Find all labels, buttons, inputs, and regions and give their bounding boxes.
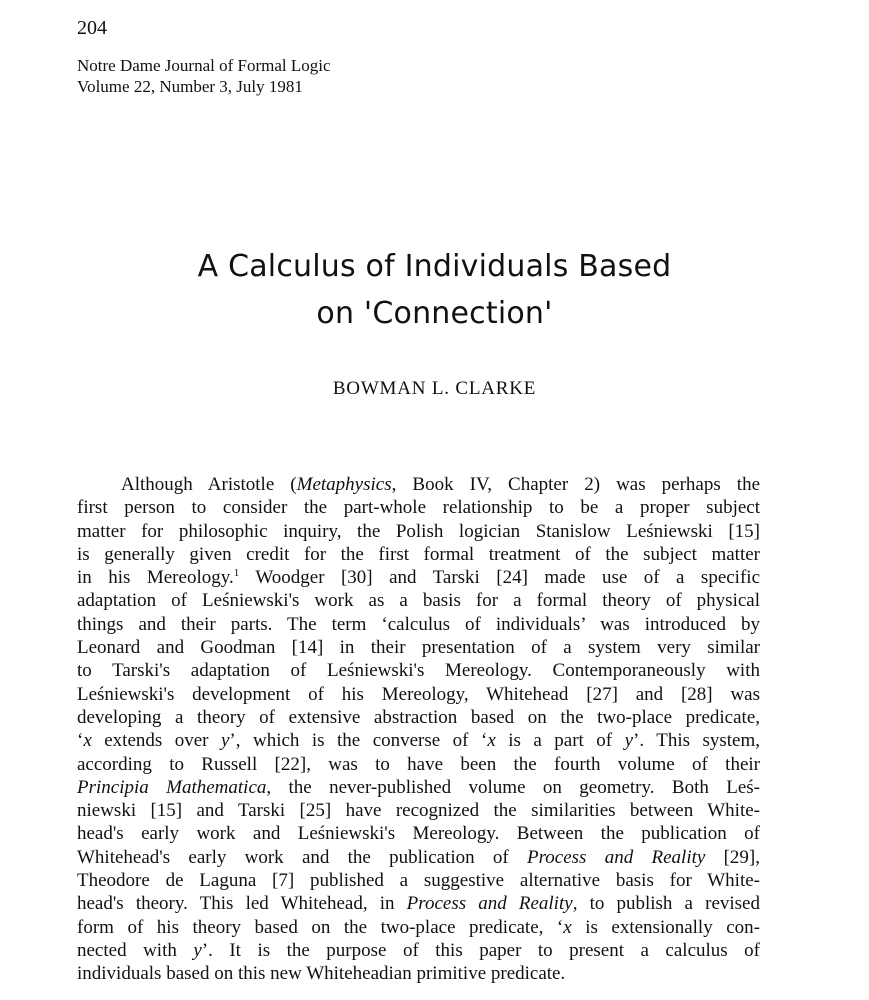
body-line: niewski [15] and Tarski [25] have recognized the similarities between White- xyxy=(77,800,760,822)
body-line: Whitehead's early work and the publication of Process and Reality [29], xyxy=(77,846,760,868)
italic-text: x xyxy=(563,916,572,938)
body-line: according to Russell [22], was to have been the fourth volume of their xyxy=(77,753,760,775)
body-line: Although Aristotle (Metaphysics, Book IV, Chapter 2) was perhaps the xyxy=(121,474,760,495)
body-line: developing a theory of extensive abstraction based on the two-place predicate, xyxy=(77,706,760,728)
italic-text: Process and Reality xyxy=(527,846,706,868)
body-line: head's theory. This led Whitehead, in Process and Reality, to publish a revised xyxy=(77,893,760,915)
volume-info: Volume 22, Number 3, July 1981 xyxy=(77,77,303,96)
body-line: head's early work and Leśniewski's Mereology. Between the publication of xyxy=(77,823,760,845)
italic-text: Metaphysics xyxy=(296,474,392,495)
author-name: BOWMAN L. CLARKE xyxy=(332,378,537,399)
italic-text: y xyxy=(624,730,634,752)
body-line: ‘x extends over y’, which is the converse of ‘x is a part of y’. This system, xyxy=(77,730,760,752)
article-title xyxy=(0,243,869,337)
page-number: 204 xyxy=(77,17,107,39)
body-line: nected with y’. It is the purpose of this paper to present a calculus of xyxy=(77,939,760,961)
body-line: form of his theory based on the two-place predicate, ‘x is extensionally con- xyxy=(77,916,760,938)
journal-name: Notre Dame Journal of Formal Logic xyxy=(77,56,331,75)
body-line: in his Mereology.$^1$ Woodger [30] and Tarski [24] made use of a specific xyxy=(77,567,761,589)
body-line: individuals based on this new Whiteheadian primitive predicate. xyxy=(77,963,566,985)
italic-text: Process and Reality xyxy=(406,893,573,915)
body-line: first person to consider the part-whole relationship to be a proper subject xyxy=(77,497,760,519)
title-line: A Calculus of Individuals Based xyxy=(197,249,672,284)
journal-header xyxy=(77,55,331,97)
italic-text: Principia Mathematica xyxy=(77,776,267,798)
body-line: Leśniewski's development of his Mereology, Whitehead [27] and [28] was xyxy=(77,683,760,705)
italic-text: y xyxy=(220,730,230,752)
body-line: is generally given credit for the first formal treatment of the subject matter xyxy=(77,543,760,565)
body-line: things and their parts. The term ‘calculus of individuals’ was introduced by xyxy=(77,613,760,635)
title-line: on 'Connection' xyxy=(316,296,553,331)
body-line: to Tarski's adaptation of Leśniewski's Mereology. Contemporaneously with xyxy=(77,660,760,682)
body-line: matter for philosophic inquiry, the Polish logician Stanislow Leśniewski [15] xyxy=(77,520,760,542)
italic-text: y xyxy=(193,939,202,961)
footnote-marker: 1 xyxy=(233,567,240,580)
body-line: Principia Mathematica, the never-published volume on geometry. Both Leś- xyxy=(77,776,760,798)
italic-text: x xyxy=(487,730,496,752)
body-line: Theodore de Laguna [7] published a suggestive alternative basis for White- xyxy=(77,870,760,892)
body-line: adaptation of Leśniewski's work as a basis for a formal theory of physical xyxy=(77,590,760,612)
body-line: Leonard and Goodman [14] in their presentation of a system very similar xyxy=(77,637,760,659)
italic-text: x xyxy=(83,730,92,752)
body-paragraph xyxy=(77,473,760,986)
